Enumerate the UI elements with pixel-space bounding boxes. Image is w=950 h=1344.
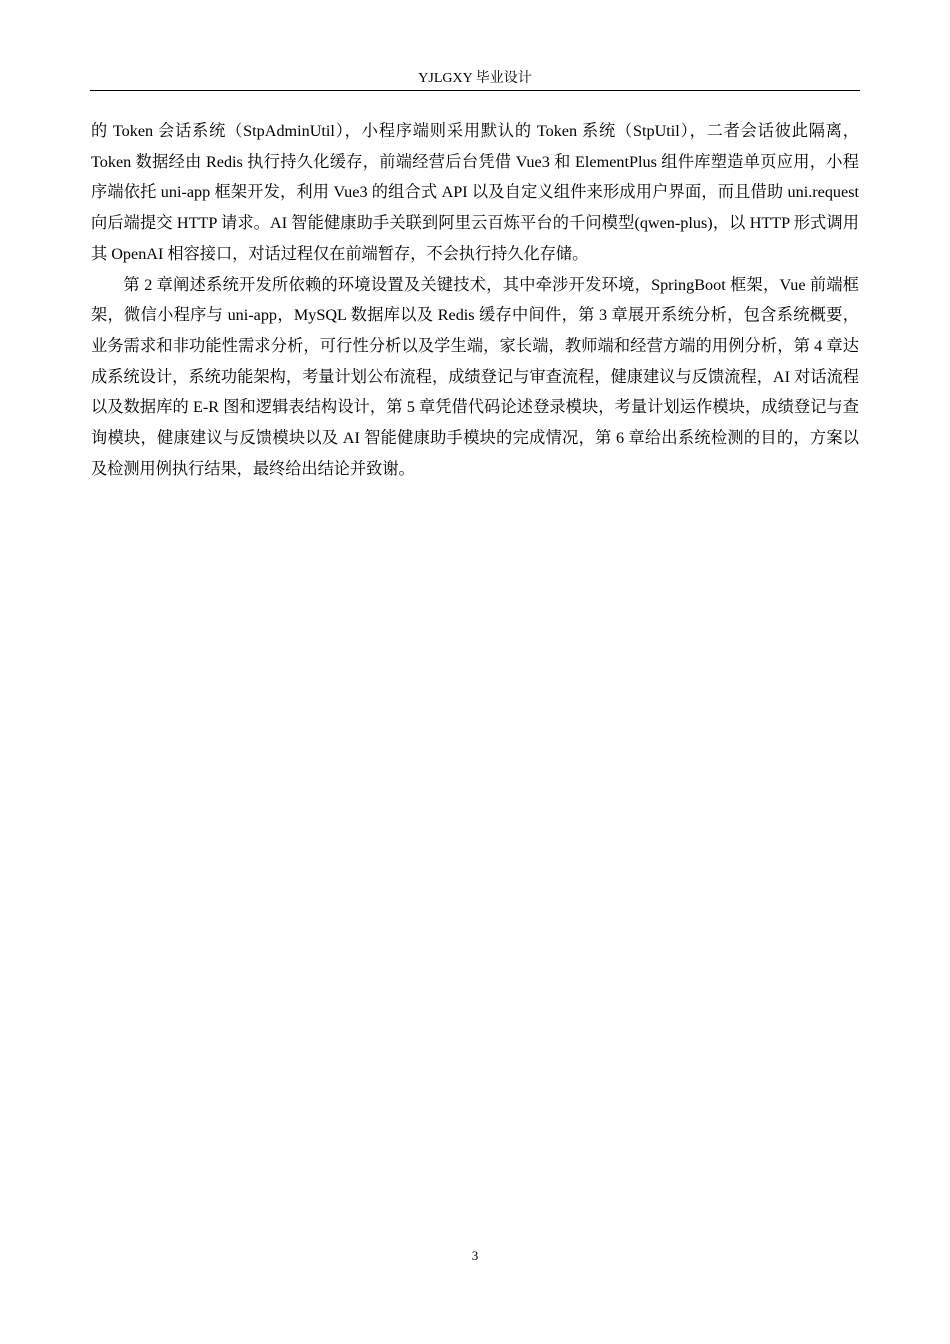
page-header: YJLGXY 毕业设计 — [90, 68, 860, 91]
document-body — [91, 116, 859, 484]
page-number: 3 — [471, 1248, 479, 1263]
paragraph-continued: 的 Token 会话系统（StpAdminUtil），小程序端则采用默认的 Token 系统（StpUtil），二者会话彼此隔离，Token 数据经由 Redis 执行持久化缓存，前端经营后台凭借 Vue3 和 ElementPlus 组件库塑造单页应用，小程序端依托 uni-app 框架开发，利用 Vue3 的组合式 API 以及自定义组件来形成用户界面，而且借助 uni.request 向后端提交 HTTP 请求。AI 智能健康助手关联到阿里云百炼平台的千问模型(qwen-plus)，以 HTTP 形式调用其 OpenAI 相容接口，对话过程仅在前端暂存，不会执行持久化存储。 — [91, 122, 859, 263]
paragraph-chapter-overview: 第 2 章阐述系统开发所依赖的环境设置及关键技术，其中牵涉开发环境，SpringBoot 框架，Vue 前端框架，微信小程序与 uni-app，MySQL 数据库以及 Redis 缓存中间件，第 3 章展开系统分析，包含系统概要，业务需求和非功能性需求分析，可行性分析以及学生端，家长端，教师端和经营方端的用例分析，第 4 章达成系统设计，系统功能架构，考量计划公布流程，成绩登记与审查流程，健康建议与反馈流程，AI 对话流程以及数据库的 E-R 图和逻辑表结构设计，第 5 章凭借代码论述登录模块，考量计划运作模块，成绩登记与查询模块，健康建议与反馈模块以及 AI 智能健康助手模块的完成情况，第 6 章给出系统检测的目的，方案以及检测用例执行结果，最终给出结论并致谢。 — [91, 275, 859, 478]
